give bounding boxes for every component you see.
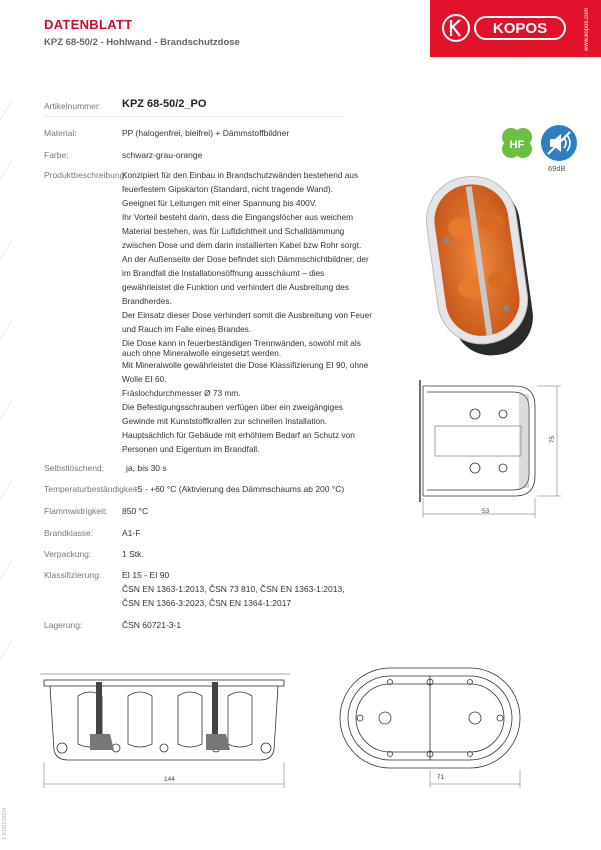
packaging-value: 1 Stk. <box>122 549 144 559</box>
description-line: Wolle EI 60. <box>122 374 167 384</box>
temperature-value: -5 - +60 °C (Aktivierung des Dämmschaums ab 200 °C) <box>135 484 345 494</box>
description-line: Personen und Eigentum im Brandfall. <box>122 444 260 454</box>
side-section-drawing <box>415 372 570 522</box>
description-line: gewährleistet die Funktion und verhindert die Ausbreitung des <box>122 282 349 292</box>
front-elevation-drawing <box>40 660 300 795</box>
classification-line: ČSN EN 1366-3:2023, ČSN EN 1364-1:2017 <box>122 598 292 608</box>
brand-url: www.kopos.com <box>584 7 590 51</box>
description-line: Fräslochdurchmesser Ø 73 mm. <box>122 388 241 398</box>
fire-class-label: Brandklasse: <box>44 528 94 538</box>
kopos-logo <box>430 0 601 57</box>
self-extinguishing-label: Selbstlöschend: <box>44 463 105 473</box>
brand-banner <box>430 0 601 57</box>
page-title: DATENBLATT <box>44 17 133 32</box>
description-line: Die Befestigungsschrauben verfügen über ein zweigängiges <box>122 402 343 412</box>
divider <box>44 116 344 117</box>
packaging-label: Verpackung: <box>44 549 92 559</box>
page-subtitle: KPZ 68-50/2 - Hohlwand - Brandschutzdose <box>44 37 240 48</box>
description-line: An der Außenseite der Dose befindet sich Dämmschichtbildner, der <box>122 254 369 264</box>
hf-badge-text: HF <box>509 139 525 151</box>
description-line: feuerfestem Gipskarton (Standard, nicht tragende Wand). <box>122 184 333 194</box>
color-value: schwarz-grau-orange <box>122 150 203 160</box>
product-photo <box>418 168 548 358</box>
article-value: KPZ 68-50/2_PO <box>122 98 207 110</box>
description-line: Gewinde mit Kunststoffkrallen zur schnellen Installation. <box>122 416 328 426</box>
dimension-height: 75 <box>549 435 557 444</box>
description-line: Die Dose kann in feuerbeständigen Trennwänden, sowohl mit als <box>122 338 361 348</box>
material-label: Material: <box>44 128 77 138</box>
dimension-depth: 53 <box>482 508 490 515</box>
classification-line: EI 15 - EI 90 <box>122 570 170 580</box>
classification-label: Klassifizierung: <box>44 570 102 580</box>
decibel-value: 69dB <box>548 164 566 173</box>
brand-name: KOPOS <box>492 20 548 37</box>
description-label: Produktbeschreibung: <box>44 170 127 180</box>
side-decoration <box>0 0 12 850</box>
description-line: Material bestehen, was für Luftdichtheit und Schalldämmung <box>122 226 345 236</box>
storage-value: ČSN 60721-3-1 <box>122 620 182 630</box>
article-label: Artikelnummer: <box>44 101 102 111</box>
material-value: PP (halogenfrei, bleifrei) + Dämmstoffbildner <box>122 128 290 138</box>
description-line: Ihr Vorteil besteht darin, dass die Eingangslöcher aus weichem <box>122 212 354 222</box>
sound-insulation-icon <box>540 124 578 162</box>
flame-label: Flammwidrigkeit: <box>44 506 108 516</box>
fire-class-value: A1-F <box>122 528 141 538</box>
description-line: Hauptsächlich für Gebäude mit erhöhtem Bedarf an Schutz von <box>122 430 355 440</box>
description-line: und Rauch im Falle eines Brandes. <box>122 324 252 334</box>
temperature-label: Temperaturbeständigkeit: <box>44 484 140 494</box>
halogen-free-icon <box>497 124 537 164</box>
description-line: auch ohne Mineralwolle eingesetzt werden. <box>122 348 282 358</box>
color-label: Farbe: <box>44 150 69 160</box>
description-line: Konzipiert für den Einbau in Brandschutzwänden bestehend aus <box>122 170 359 180</box>
description-line: Geeignet für Leitungen mit einer Spannung bis 400V. <box>122 198 317 208</box>
description-line: Mit Mineralwolle gewährleistet die Dose Klassifizierung EI 90, ohne <box>122 360 369 370</box>
description-line: Brandherdes. <box>122 296 172 306</box>
storage-label: Lagerung: <box>44 620 83 630</box>
flame-value: 850 °C <box>122 506 149 516</box>
top-view-drawing <box>330 662 530 792</box>
self-extinguishing-value: ja, bis 30 s <box>126 463 167 473</box>
description-line: zwischen Dose und dem darin installierten Kabel bzw Rohr sorgt. <box>122 240 362 250</box>
footer-date: 1 01/01/2024 <box>2 807 8 840</box>
dimension-half-width: 71 <box>437 774 445 781</box>
description-line: Der Einsatz dieser Dose verhindert somit die Ausbreitung von Feuer <box>122 310 372 320</box>
description-line: im Brandfall die Installationsöffnung ausschäumt – dies <box>122 268 325 278</box>
classification-line: ČSN EN 1363-1:2013, ČSN 73 810, ČSN EN 1363-1:2013, <box>122 584 345 594</box>
dimension-width: 144 <box>164 776 175 783</box>
